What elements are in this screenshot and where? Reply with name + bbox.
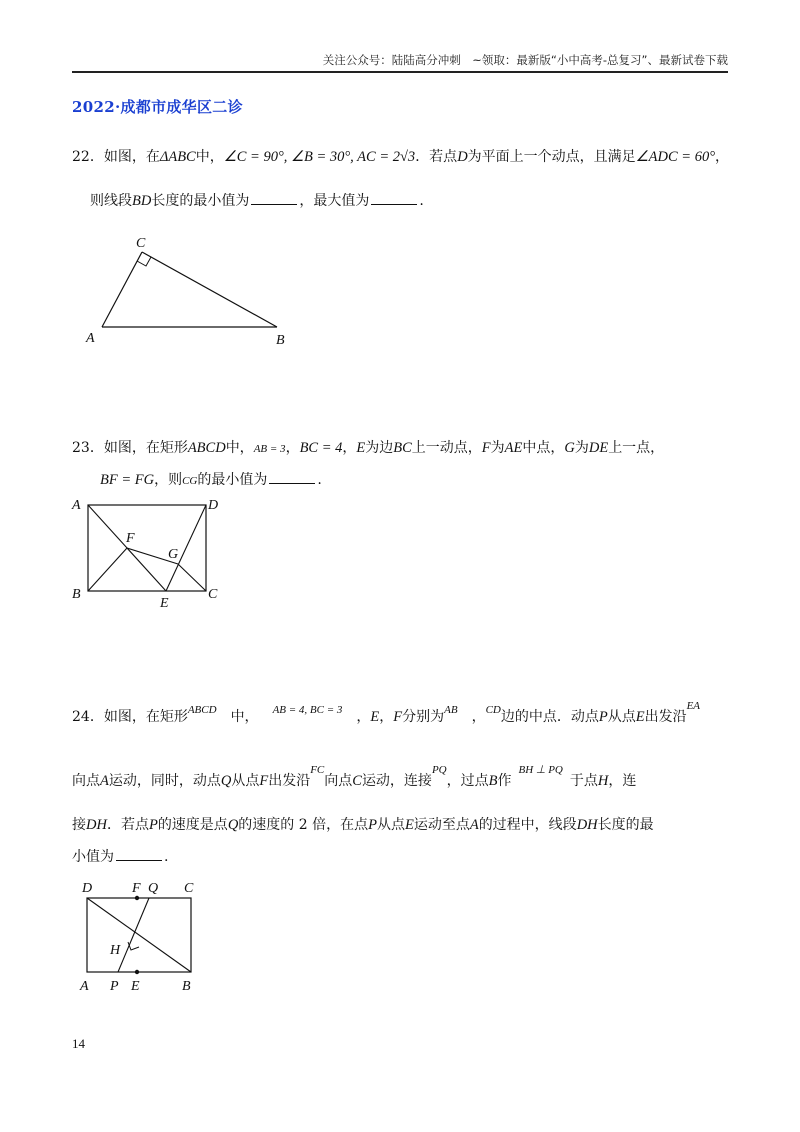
q24-math: C bbox=[352, 773, 362, 789]
q24-math: H bbox=[597, 773, 609, 789]
q23-text: 为边 bbox=[365, 440, 394, 456]
label-F: F bbox=[132, 881, 141, 896]
q24-text: 作 bbox=[497, 773, 512, 789]
rectangle-ABCD bbox=[88, 505, 206, 591]
q22-math: D bbox=[457, 149, 468, 165]
q22-math: BD bbox=[132, 193, 152, 209]
header-divider bbox=[72, 71, 728, 73]
q23-math: CG bbox=[182, 475, 198, 487]
q23-text: 上一点， bbox=[608, 440, 665, 456]
q23-text: 23．如图，在矩形 bbox=[72, 440, 188, 456]
q22-text: ， bbox=[715, 149, 730, 165]
q23-math: E bbox=[356, 440, 366, 456]
q22-text: 22．如图，在 bbox=[72, 149, 160, 165]
q24-text: 的速度是点 bbox=[157, 817, 228, 833]
q22-text: 为平面上一个动点，且满足 bbox=[467, 149, 636, 165]
q24-text: 长度的最 bbox=[597, 817, 654, 833]
q23-text: 中， bbox=[225, 440, 254, 456]
label-A: A bbox=[80, 979, 89, 994]
q22-math: ∠C = 90°, ∠B = 30°, AC = 2√3 bbox=[223, 149, 416, 165]
q24-math: E bbox=[635, 709, 645, 725]
section-title: 2022·成都市成华区二诊 bbox=[72, 98, 243, 116]
q24-text: ，连 bbox=[608, 773, 637, 789]
q24-math: F bbox=[393, 709, 403, 725]
q24-text: 的速度的 2 倍，在点 bbox=[238, 817, 369, 833]
q24-text: 向点 bbox=[72, 773, 100, 789]
q24-math: DH bbox=[576, 817, 598, 833]
q24-text: ．若点 bbox=[106, 817, 149, 833]
label-E: E bbox=[160, 596, 169, 610]
q23-line-2 bbox=[100, 469, 322, 489]
q24-math: F bbox=[259, 773, 269, 789]
q24-math: Q bbox=[227, 817, 239, 833]
q22-text: 长度的最小值为 bbox=[151, 193, 250, 209]
q24-math: AB = 4, BC = 3 bbox=[272, 704, 343, 716]
q24-figure bbox=[76, 874, 206, 998]
label-A: A bbox=[72, 498, 81, 513]
q24-math: FC bbox=[310, 764, 325, 776]
q24-text: 出发沿 bbox=[644, 709, 687, 725]
q24-math: AB bbox=[444, 704, 458, 716]
q24-math: P bbox=[368, 817, 377, 833]
q24-math: EA bbox=[686, 700, 701, 712]
q24-text: 边的中点．动点 bbox=[500, 709, 599, 725]
q24-math: DH bbox=[86, 817, 107, 833]
segment-AC bbox=[102, 252, 142, 327]
q24-text: ， bbox=[471, 709, 486, 725]
q24-math: E bbox=[404, 817, 414, 833]
q24-math: BH ⊥ PQ bbox=[518, 764, 563, 776]
q24-line-3 bbox=[72, 814, 654, 834]
q23-text: ， bbox=[285, 440, 300, 456]
q24-text: 24．如图，在矩形 bbox=[72, 709, 188, 725]
q22-line-2 bbox=[90, 190, 424, 210]
q24-text: 向点 bbox=[324, 773, 353, 789]
q22-line-1 bbox=[72, 146, 729, 166]
q23-math: ABCD bbox=[187, 440, 226, 456]
q24-text: 小值为 bbox=[72, 849, 114, 865]
q24-text: ， bbox=[379, 709, 394, 725]
label-C: C bbox=[208, 587, 218, 602]
label-P: P bbox=[110, 979, 119, 994]
q22-text: 中， bbox=[195, 149, 224, 165]
q23-text: 为 bbox=[490, 440, 505, 456]
q24-text: 运动，连接 bbox=[361, 773, 432, 789]
q22-text: ．若点 bbox=[415, 149, 458, 165]
label-C: C bbox=[136, 236, 146, 251]
q23-line-1 bbox=[72, 437, 664, 457]
q22-math: ∠ADC = 60° bbox=[635, 149, 716, 165]
label-B: B bbox=[276, 333, 285, 348]
label-A: A bbox=[86, 331, 95, 346]
q24-text: 从点 bbox=[376, 817, 405, 833]
q24-math: PQ bbox=[431, 764, 447, 776]
q23-text: ， bbox=[342, 440, 357, 456]
label-F: F bbox=[126, 531, 135, 546]
q23-text: 的最小值为 bbox=[197, 472, 268, 488]
q23-text: 中点， bbox=[522, 440, 565, 456]
q23-math: BF = FG bbox=[100, 472, 155, 488]
q24-text: ， bbox=[356, 709, 371, 725]
answer-blank[interactable] bbox=[116, 848, 162, 861]
q22-math: ΔABC bbox=[159, 149, 196, 165]
q24-text: 于点 bbox=[569, 773, 598, 789]
q23-text: 为 bbox=[574, 440, 589, 456]
q24-text: 分别为 bbox=[402, 709, 445, 725]
q23-math: BC bbox=[393, 440, 412, 456]
q24-text: 出发沿 bbox=[268, 773, 311, 789]
q24-line-4 bbox=[72, 846, 168, 866]
label-D: D bbox=[82, 881, 93, 896]
label-D: D bbox=[208, 498, 219, 513]
q24-math: B bbox=[488, 773, 498, 789]
q24-line-1 bbox=[72, 700, 701, 726]
q22-text: 则线段 bbox=[90, 193, 132, 209]
q24-text: 从点 bbox=[607, 709, 636, 725]
q24-text: 从点 bbox=[231, 773, 260, 789]
q24-text: 运动至点 bbox=[413, 817, 470, 833]
q23-math: AE bbox=[504, 440, 523, 456]
q24-line-2 bbox=[72, 764, 637, 790]
point-F bbox=[135, 896, 139, 900]
q24-text: 中， bbox=[230, 709, 259, 725]
q23-text: ，则 bbox=[154, 472, 183, 488]
q24-math: E bbox=[370, 709, 380, 725]
q24-text: 接 bbox=[72, 817, 86, 833]
label-C: C bbox=[184, 881, 194, 896]
q23-text: 上一动点， bbox=[411, 440, 482, 456]
label-Q: Q bbox=[148, 881, 159, 896]
q22-figure bbox=[80, 230, 310, 350]
q23-figure bbox=[70, 492, 230, 610]
q24-text: ，过点 bbox=[446, 773, 489, 789]
answer-blank[interactable] bbox=[269, 471, 315, 484]
label-E: E bbox=[131, 979, 140, 994]
q24-math: P bbox=[148, 817, 158, 833]
answer-blank[interactable] bbox=[251, 192, 297, 205]
segment-GC bbox=[178, 564, 206, 591]
segment-BF bbox=[88, 548, 127, 591]
q24-math: Q bbox=[220, 773, 232, 789]
q24-math: A bbox=[100, 773, 109, 789]
segment-DB bbox=[87, 898, 191, 972]
q23-math: AB = 3 bbox=[253, 443, 286, 455]
q23-math: F bbox=[481, 440, 491, 456]
label-B: B bbox=[72, 587, 81, 602]
q23-text: . bbox=[317, 472, 322, 488]
q23-math: BC = 4 bbox=[299, 440, 343, 456]
q23-math: DE bbox=[588, 440, 609, 456]
q24-math: A bbox=[469, 817, 479, 833]
segment-PQ bbox=[118, 898, 149, 972]
q23-math: G bbox=[564, 440, 575, 456]
q24-math: P bbox=[598, 709, 608, 725]
q22-text: ，最大值为 bbox=[299, 193, 370, 209]
page-header: 关注公众号：陆陆高分冲刺 ~领取：最新版“小中高考-总复习”、最新试卷下载 bbox=[322, 53, 728, 67]
label-G: G bbox=[168, 547, 179, 562]
q22-text: . bbox=[419, 193, 424, 209]
q24-text: . bbox=[164, 849, 169, 865]
segment-CB bbox=[142, 252, 277, 327]
q24-text: 运动，同时，动点 bbox=[108, 773, 221, 789]
point-E bbox=[135, 970, 139, 974]
page-number: 14 bbox=[72, 1036, 85, 1051]
q24-text: 的过程中，线段 bbox=[478, 817, 577, 833]
label-H: H bbox=[110, 943, 121, 958]
q24-math: CD bbox=[485, 704, 501, 716]
answer-blank[interactable] bbox=[371, 192, 417, 205]
label-B: B bbox=[182, 979, 191, 994]
q24-math: ABCD bbox=[187, 704, 217, 716]
